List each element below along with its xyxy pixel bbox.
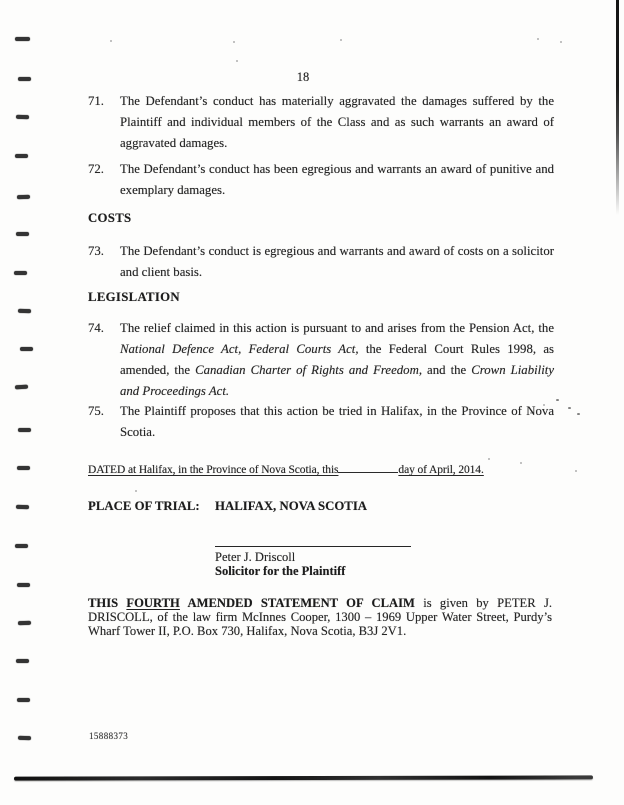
paragraph-75 [88, 401, 554, 443]
dated-line-prefix: DATED at Halifax, in the Province of Nova Scotia, this [88, 464, 339, 476]
scan-speckle [575, 470, 577, 472]
scan-speckle [110, 40, 112, 42]
paragraph-number: 71. [88, 94, 104, 108]
scan-mark [15, 154, 28, 158]
dated-line-suffix: day of April, 2014. [398, 464, 484, 476]
paragraph-74 [88, 318, 554, 402]
text-segment: and the [422, 363, 472, 377]
place-of-trial-label: PLACE OF TRIAL: [88, 499, 200, 513]
closing-statement [88, 596, 552, 638]
costs-heading: COSTS [88, 211, 132, 225]
scan-mark [15, 544, 28, 548]
legislation-heading: LEGISLATION [88, 290, 180, 304]
scan-mark [17, 583, 30, 587]
scan-mark [14, 271, 27, 275]
scan-speckle [568, 407, 571, 409]
scan-mark [16, 232, 29, 236]
scan-mark [18, 621, 31, 625]
signatory-title: Solicitor for the Plaintiff [215, 564, 346, 578]
paragraph-number: 72. [88, 162, 104, 176]
paragraph-text [120, 318, 554, 402]
scan-mark [20, 347, 33, 351]
page-edge-band [14, 775, 593, 780]
paragraph-71 [88, 91, 554, 154]
scan-speckle [560, 41, 562, 43]
statute-name-italic: National Defence Act, Federal Courts Act, [120, 342, 359, 356]
text-segment-bold-underlined: FOURTH [126, 596, 180, 610]
paragraph-72 [88, 159, 554, 201]
signatory-name: Peter J. Driscoll [215, 550, 296, 564]
scan-mark [16, 659, 29, 663]
scan-mark [17, 195, 30, 199]
scan-speckle [556, 399, 559, 401]
scan-speckle [537, 38, 539, 40]
paragraph-73 [88, 241, 554, 283]
scan-mark [18, 309, 31, 313]
scan-speckle [135, 490, 137, 492]
paragraph-text: The Defendant’s conduct has materially aggravated the damages suffered by the Plaintiff and individual members of the Class and as such warrants an award of aggravated damages. [120, 94, 554, 150]
scan-mark [16, 505, 29, 509]
scan-speckle [577, 413, 580, 415]
statute-name-italic: Crown Liability and Proceedings Act. [120, 363, 555, 398]
place-of-trial-value: HALIFAX, NOVA SCOTIA [215, 499, 368, 513]
scan-mark [18, 736, 31, 740]
text-segment-bold: THIS [88, 596, 127, 610]
scan-mark [15, 37, 30, 41]
text-segment: The relief claimed in this action is pursuant to and arises from the Pension Act, the [120, 321, 554, 335]
dated-line [88, 459, 484, 476]
scan-speckle [236, 60, 238, 62]
scan-mark [16, 115, 29, 119]
paragraph-text: The Plaintiff proposes that this action be tried in Halifax, in the Province of Nova Scotia. [120, 404, 554, 439]
text-segment: the Federal Court Rules 1998, as amended, the [120, 342, 554, 377]
scan-mark [15, 385, 28, 390]
text-segment: is given by PETER J. DRISCOLL, of the law firm McInnes Cooper, 1300 – 1969 Upper Water Street, Purdy’s Wharf Tower II, P.O. Box 730, Halifax, Nova Scotia, B3J 2V1. [88, 596, 552, 638]
scan-mark [18, 428, 31, 432]
scan-mark [17, 698, 30, 702]
paragraph-text: The Defendant’s conduct is egregious and warrants and award of costs on a solicitor and client basis. [120, 244, 554, 279]
paragraph-number: 73. [88, 244, 104, 258]
scan-speckle [233, 41, 235, 43]
place-of-trial-row [88, 499, 367, 514]
scan-edge-line [616, 0, 619, 215]
scan-speckle [488, 458, 490, 460]
scan-mark [17, 466, 30, 470]
signature-line [215, 546, 411, 547]
paragraph-number: 74. [88, 321, 104, 335]
paragraph-number: 75. [88, 404, 104, 418]
statute-name-italic: Canadian Charter of Rights and Freedom, [195, 363, 423, 377]
document-reference-number: 15888373 [89, 731, 129, 741]
paragraph-text: The Defendant’s conduct has been egregious and warrants an award of punitive and exemplary damages. [120, 162, 554, 197]
date-blank-field [338, 459, 398, 473]
scan-speckle [520, 462, 522, 464]
text-segment-bold: AMENDED STATEMENT OF CLAIM [179, 596, 415, 610]
scan-speckle [340, 39, 342, 41]
page-number: 18 [296, 70, 310, 84]
